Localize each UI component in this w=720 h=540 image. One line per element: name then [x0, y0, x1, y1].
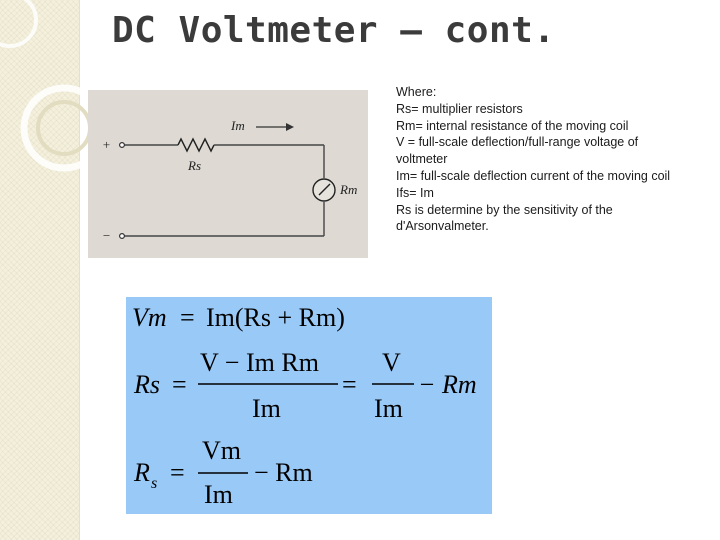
- where-heading: Where:: [396, 85, 437, 99]
- definition-line: Ifs= Im: [396, 185, 434, 200]
- eq1-rhs: Im(Rs + Rm): [206, 303, 345, 332]
- equation-vm: [132, 303, 345, 332]
- eq2-fraction-2-denominator: Im: [374, 394, 403, 423]
- eq1-equals: =: [180, 303, 195, 332]
- equation-rs-subscript: [133, 436, 313, 509]
- eq3-fraction-numerator: Vm: [202, 436, 241, 465]
- definition-line: Im= full-scale deflection current of the moving coil: [396, 168, 671, 183]
- eq3-lhs-subscript: s: [151, 475, 158, 492]
- definition-line: Rm= internal resistance of the moving coil: [396, 118, 629, 133]
- equation-rs: [133, 348, 477, 423]
- minus-terminal-label: −: [102, 228, 111, 243]
- eq3-tail: − Rm: [254, 458, 313, 487]
- eq1-lhs: Vm: [132, 303, 167, 332]
- eq2-fraction-2-numerator: V: [382, 348, 401, 377]
- eq3-equals: =: [170, 458, 185, 487]
- slide-title: DC Voltmeter – cont.: [112, 10, 556, 51]
- plus-terminal-label: +: [102, 137, 111, 152]
- definition-line: Rs= multiplier resistors: [396, 101, 523, 116]
- meter-resistance-label: Rm: [340, 182, 358, 197]
- eq2-equals-1: =: [172, 370, 187, 399]
- series-resistor-label: Rs: [188, 158, 201, 173]
- definition-line: V = full-scale deflection/full-range voltage of voltmeter: [396, 135, 639, 167]
- eq2-fraction-1-numerator: V − Im Rm: [200, 348, 319, 377]
- eq2-tail: − Rm: [418, 370, 477, 399]
- eq3-fraction-denominator: Im: [204, 480, 233, 509]
- voltmeter-circuit-diagram: [88, 90, 368, 258]
- where-definitions: [396, 84, 688, 235]
- formula-panel: [126, 297, 492, 514]
- eq2-fraction-1-denominator: Im: [252, 394, 281, 423]
- eq2-lhs: Rs: [134, 370, 160, 399]
- current-label: Im: [231, 118, 245, 133]
- definition-line: Rs is determine by the sensitivity of the d'Arsonvalmeter.: [396, 202, 613, 234]
- eq3-lhs: R: [134, 458, 150, 487]
- eq2-equals-2: =: [342, 370, 357, 399]
